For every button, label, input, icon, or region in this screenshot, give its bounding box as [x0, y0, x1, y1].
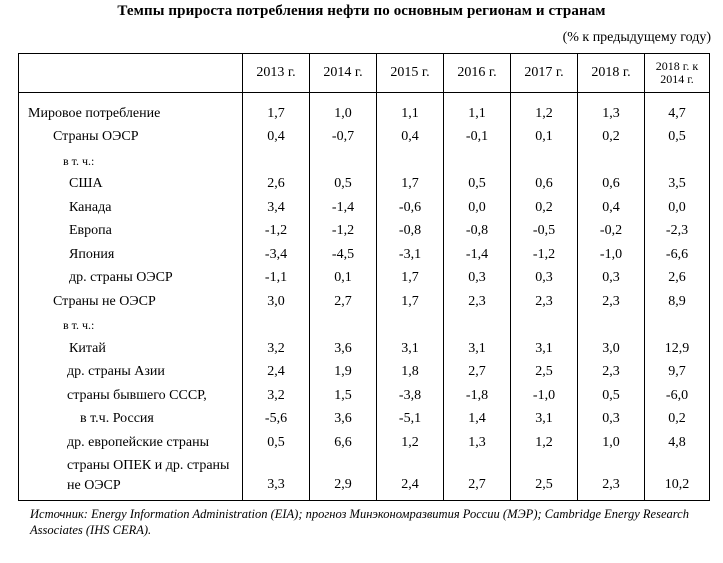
- table-cell: -6,0: [645, 383, 710, 407]
- table-row: [19, 125, 710, 149]
- row-label: Европа: [19, 219, 243, 243]
- table-cell: 4,7: [645, 93, 710, 125]
- table-row: [19, 266, 710, 290]
- table-cell: 2,5: [511, 360, 578, 384]
- table-row: [19, 219, 710, 243]
- table-row: [19, 407, 710, 431]
- table-cell: 2,3: [578, 360, 645, 384]
- table-cell: 6,6: [310, 430, 377, 454]
- table-cell: 1,7: [377, 172, 444, 196]
- table-cell: -0,8: [377, 219, 444, 243]
- table-cell: 3,3: [243, 454, 310, 501]
- table-cell: 1,7: [243, 93, 310, 125]
- table-cell: 3,1: [511, 336, 578, 360]
- table-cell: 0,6: [578, 172, 645, 196]
- source-label: Источник:: [30, 507, 88, 521]
- table-cell: 0,5: [444, 172, 511, 196]
- source-text: Energy Information Administration (EIA); прогноз Минэкономразвития России (МЭР); Cambridge Energy Research Associates (IHS CERA).: [30, 507, 689, 537]
- table-cell: 0,4: [377, 125, 444, 149]
- table-cell: 0,2: [645, 407, 710, 431]
- table-cell: -0,6: [377, 195, 444, 219]
- table-cell: 2,9: [310, 454, 377, 501]
- table-cell: 0,0: [444, 195, 511, 219]
- table-row: [19, 360, 710, 384]
- table-cell: -1,0: [578, 242, 645, 266]
- table-cell: [444, 148, 511, 172]
- column-header: 2017 г.: [511, 54, 578, 93]
- column-header: 2018 г. к 2014 г.: [645, 54, 710, 93]
- table-cell: 9,7: [645, 360, 710, 384]
- table-cell: -1,2: [243, 219, 310, 243]
- table-cell: 1,2: [511, 430, 578, 454]
- row-label: США: [19, 172, 243, 196]
- table-cell: 3,2: [243, 336, 310, 360]
- table-row: [19, 172, 710, 196]
- table-cell: 3,1: [511, 407, 578, 431]
- row-label: страны ОПЕК и др. страны не ОЭСР: [19, 454, 243, 501]
- table-cell: -2,3: [645, 219, 710, 243]
- source-note: [30, 506, 710, 538]
- table-cell: -0,2: [578, 219, 645, 243]
- row-label: в т. ч.:: [19, 313, 243, 337]
- table-cell: [377, 148, 444, 172]
- column-header: 2015 г.: [377, 54, 444, 93]
- header-label-cell: [19, 54, 243, 93]
- table-cell: 0,4: [578, 195, 645, 219]
- table-row: [19, 430, 710, 454]
- table-cell: 1,4: [444, 407, 511, 431]
- table-cell: 2,4: [243, 360, 310, 384]
- table-cell: [310, 313, 377, 337]
- row-label: Страны не ОЭСР: [19, 289, 243, 313]
- row-label: Мировое потребление: [19, 93, 243, 125]
- table-cell: 0,5: [310, 172, 377, 196]
- table-cell: -4,5: [310, 242, 377, 266]
- table-row: [19, 195, 710, 219]
- table-cell: 3,1: [444, 336, 511, 360]
- table-cell: 0,5: [645, 125, 710, 149]
- table-cell: 3,0: [243, 289, 310, 313]
- table-cell: 1,0: [310, 93, 377, 125]
- row-label: Канада: [19, 195, 243, 219]
- row-label: др. страны Азии: [19, 360, 243, 384]
- table-cell: 1,2: [377, 430, 444, 454]
- table-cell: -0,1: [444, 125, 511, 149]
- table-cell: 0,2: [578, 125, 645, 149]
- row-label: Китай: [19, 336, 243, 360]
- table-cell: 3,2: [243, 383, 310, 407]
- table-cell: 2,7: [310, 289, 377, 313]
- table-row: [19, 383, 710, 407]
- table-cell: 1,3: [444, 430, 511, 454]
- table-cell: -1,4: [310, 195, 377, 219]
- table-cell: 2,7: [444, 454, 511, 501]
- table-row: [19, 336, 710, 360]
- table-cell: [511, 148, 578, 172]
- table-row: [19, 289, 710, 313]
- table-cell: 2,6: [645, 266, 710, 290]
- table-cell: -1,0: [511, 383, 578, 407]
- table-cell: 0,3: [578, 407, 645, 431]
- table-cell: -1,2: [511, 242, 578, 266]
- table-cell: 2,6: [243, 172, 310, 196]
- table-cell: 0,2: [511, 195, 578, 219]
- row-label: в т. ч.:: [19, 148, 243, 172]
- row-label: Страны ОЭСР: [19, 125, 243, 149]
- table-cell: [578, 148, 645, 172]
- table-cell: 2,4: [377, 454, 444, 501]
- table-cell: -1,2: [310, 219, 377, 243]
- column-header: 2018 г.: [578, 54, 645, 93]
- table-header-row: [19, 54, 710, 93]
- table-cell: 2,3: [578, 289, 645, 313]
- table-cell: -6,6: [645, 242, 710, 266]
- table-cell: 0,5: [243, 430, 310, 454]
- table-cell: 1,2: [511, 93, 578, 125]
- table-cell: -3,4: [243, 242, 310, 266]
- table-row: [19, 454, 710, 501]
- table-cell: 2,7: [444, 360, 511, 384]
- row-label: страны бывшего СССР,: [19, 383, 243, 407]
- table-row: [19, 313, 710, 337]
- table-cell: 0,3: [444, 266, 511, 290]
- table-row: [19, 242, 710, 266]
- table-cell: 0,3: [511, 266, 578, 290]
- table-cell: 0,3: [578, 266, 645, 290]
- page-title: Темпы прироста потребления нефти по основным регионам и странам: [117, 3, 606, 19]
- table-cell: 3,6: [310, 407, 377, 431]
- table-cell: -0,8: [444, 219, 511, 243]
- table-cell: [243, 148, 310, 172]
- table-cell: 3,4: [243, 195, 310, 219]
- row-label: др. европейские страны: [19, 430, 243, 454]
- row-label: в т.ч. Россия: [19, 407, 243, 431]
- table-cell: 1,8: [377, 360, 444, 384]
- table-cell: -3,1: [377, 242, 444, 266]
- table-cell: 8,9: [645, 289, 710, 313]
- table-cell: 0,1: [511, 125, 578, 149]
- table-cell: [578, 313, 645, 337]
- table-cell: [243, 313, 310, 337]
- table-cell: -5,6: [243, 407, 310, 431]
- table-cell: [377, 313, 444, 337]
- table-cell: [444, 313, 511, 337]
- table-cell: 0,0: [645, 195, 710, 219]
- table-cell: -1,8: [444, 383, 511, 407]
- table-cell: 3,1: [377, 336, 444, 360]
- table-cell: -5,1: [377, 407, 444, 431]
- consumption-table: [18, 53, 710, 501]
- table-cell: 0,6: [511, 172, 578, 196]
- table-cell: 2,5: [511, 454, 578, 501]
- table-cell: -3,8: [377, 383, 444, 407]
- table-cell: 0,5: [578, 383, 645, 407]
- table-cell: 1,1: [444, 93, 511, 125]
- table-row: [19, 148, 710, 172]
- table-cell: 4,8: [645, 430, 710, 454]
- column-header: 2014 г.: [310, 54, 377, 93]
- table-cell: 1,7: [377, 289, 444, 313]
- table-cell: 1,5: [310, 383, 377, 407]
- table-cell: [310, 148, 377, 172]
- table-unit-note: (% к предыдущему году): [562, 30, 711, 45]
- table-cell: [645, 313, 710, 337]
- table-cell: 3,5: [645, 172, 710, 196]
- table-cell: 2,3: [578, 454, 645, 501]
- table-cell: 1,1: [377, 93, 444, 125]
- table-cell: -1,1: [243, 266, 310, 290]
- table-cell: 0,4: [243, 125, 310, 149]
- row-label: др. страны ОЭСР: [19, 266, 243, 290]
- column-header: 2016 г.: [444, 54, 511, 93]
- table-cell: 1,0: [578, 430, 645, 454]
- table-cell: [645, 148, 710, 172]
- table-cell: 2,3: [444, 289, 511, 313]
- table-cell: 1,7: [377, 266, 444, 290]
- table-cell: 1,9: [310, 360, 377, 384]
- column-header: 2013 г.: [243, 54, 310, 93]
- table-cell: 3,0: [578, 336, 645, 360]
- table-cell: 2,3: [511, 289, 578, 313]
- table-cell: 0,1: [310, 266, 377, 290]
- table-cell: -1,4: [444, 242, 511, 266]
- table-cell: -0,7: [310, 125, 377, 149]
- row-label: Япония: [19, 242, 243, 266]
- table-cell: [511, 313, 578, 337]
- table-row: [19, 93, 710, 125]
- table-cell: 1,3: [578, 93, 645, 125]
- table-cell: 3,6: [310, 336, 377, 360]
- table-cell: -0,5: [511, 219, 578, 243]
- table-cell: 12,9: [645, 336, 710, 360]
- table-cell: 10,2: [645, 454, 710, 501]
